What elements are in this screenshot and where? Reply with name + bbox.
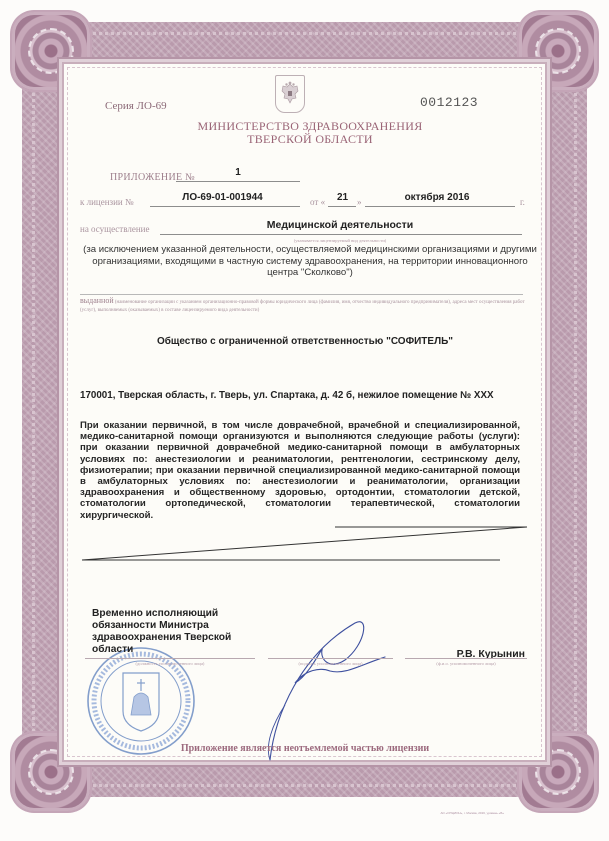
license-number: ЛО-69-01-001944 bbox=[182, 192, 263, 203]
month-year-line bbox=[365, 206, 515, 207]
issued-top-line bbox=[80, 294, 523, 295]
signature-caption: (подпись уполномоченного лица) bbox=[298, 661, 363, 666]
strike-line-diagonal bbox=[82, 527, 527, 560]
name-caption: (ф.и.о. уполномоченного лица) bbox=[436, 661, 496, 666]
appendix-number: 1 bbox=[235, 167, 241, 178]
issued-label: выданной bbox=[80, 296, 114, 305]
coat-of-arms-icon bbox=[275, 75, 305, 113]
blank-space-strikeout bbox=[80, 520, 530, 565]
activity-line bbox=[160, 234, 522, 235]
activity-label: на осуществление bbox=[80, 224, 150, 234]
issued-caption-block bbox=[80, 297, 530, 315]
series-label: Серия ЛО-69 bbox=[105, 100, 167, 112]
ministry-title bbox=[140, 120, 480, 146]
license-day: 21 bbox=[336, 192, 349, 203]
license-number-line bbox=[150, 206, 300, 207]
services-description: При оказании первичной, в том числе доврачебной, врачебной и специализированной, медико-санитарной помощи организуются и выполняются следующие работы (услуги): при оказании первичной доврачебной медико-санитарной помощи в амбулаторных условиях по: анестезиологии и реаниматологии, рентгенологии, сестринскому делу, физиотерапии; при оказании первичной специализированной медико-санитарной помощи в амбулаторных условиях по: анестезиологии и реаниматологии, организации здравоохранения и общественному здоровью, ортодонтии, стоматологии детской, стоматологии ортопедической, стоматологии терапевтической, стоматологии хирургической. bbox=[80, 420, 520, 521]
license-month-year: октября 2016 bbox=[404, 192, 470, 203]
year-suffix: г. bbox=[520, 197, 525, 207]
signer-position: Временно исполняющий обязанности Министра здравоохранения Тверской области bbox=[92, 608, 232, 655]
issued-caption: (наименование организации с указанием организационно-правовой формы юридического лица (фамилия, имя, отчество индивидуального предпринимателя), адреса мест осуществления работ (услуг), выполняемых (оказываемых) в составе лицензируемого вида деятельности) bbox=[80, 300, 525, 313]
organization-name: Общество с ограниченной ответственностью "СОФИТЕЛЬ" bbox=[156, 336, 454, 347]
organization-address: 170001, Тверская область, г. Тверь, ул. Спартака, д. 42 б, нежилое помещение № XXX bbox=[80, 390, 494, 401]
printer-note: АО «ОПЦИОН», г. Москва, 2016, уровень «Б» bbox=[440, 811, 504, 815]
close-quote: » bbox=[357, 197, 362, 207]
signature-line bbox=[268, 658, 393, 659]
date-from-label: от « bbox=[310, 197, 326, 207]
position-caption: (должность уполномоченного лица) bbox=[135, 661, 205, 666]
position-line bbox=[85, 658, 255, 659]
activity-value: Медицинской деятельности bbox=[266, 219, 414, 231]
ministry-line-1: МИНИСТЕРСТВО ЗДРАВООХРАНЕНИЯ bbox=[197, 119, 423, 133]
ministry-line-2: ТВЕРСКОЙ ОБЛАСТИ bbox=[247, 132, 373, 146]
footer-note: Приложение является неотъемлемой частью лицензии bbox=[180, 743, 430, 754]
day-line bbox=[328, 206, 356, 207]
appendix-number-line bbox=[176, 181, 300, 182]
form-number: 0012123 bbox=[420, 95, 479, 110]
name-line bbox=[405, 658, 527, 659]
activity-exclusion: (за исключением указанной деятельности, осуществляемой медицинскими организациями и другими организациями, входящими в частную систему здравоохранения, на территории инновационного центра "Сколково") bbox=[83, 244, 537, 278]
activity-caption: (указывается лицензируемый вид деятельности) bbox=[293, 238, 387, 243]
appendix-label: ПРИЛОЖЕНИЕ № bbox=[110, 172, 196, 183]
signer-name: Р.В. Курынин bbox=[456, 648, 525, 660]
license-label: к лицензии № bbox=[80, 197, 134, 207]
